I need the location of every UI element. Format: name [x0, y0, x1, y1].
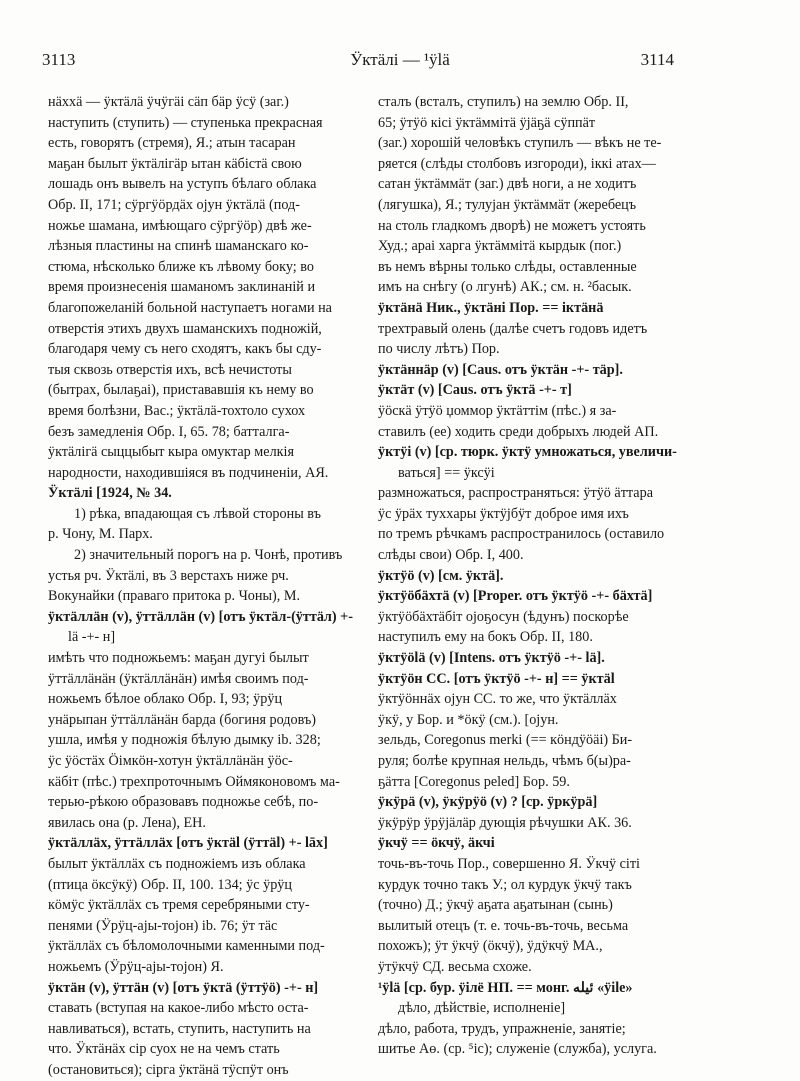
text-line: ӱктӱöбäхтäбіт ојоҕосун (ѣдунъ) поскорѣе	[378, 608, 629, 625]
entry-headword-line: ӱктäннäр (v) [Caus. отъ ӱктäн -+- тäр].	[378, 361, 623, 378]
text-line: руля; болѣе крупная нельдь, чѣмъ б(ы)ра-	[378, 753, 631, 769]
text-line: ӱктäллäх съ бѣломолочными каменными под-	[48, 938, 325, 955]
text-line: шитье Аө. (ср. ⁵іс); служеніе (служба), услуга.	[378, 1041, 657, 1058]
text-line: ӱкӱ, у Бор. и *öкӱ (см.). [ојун.	[378, 711, 559, 728]
text-line: дѣло, дѣйствіе, исполненіе]	[398, 1000, 566, 1017]
text-line: унäрыпан ӱттäллäнäн барда (богиня родовъ)	[48, 711, 317, 728]
text-line: (бытрах, былаҕаі), пристававшія къ нему во	[48, 382, 314, 399]
text-line: лѣзныя пластины на спинѣ шаманскаго ко-	[48, 238, 309, 255]
text-line: 65; ӱтӱö кісі ӱктäммітä ӱјäҕä сӱппäт	[378, 114, 596, 131]
text-line: тыя сквозь отверстія ихъ, всѣ нечистоты	[48, 361, 292, 378]
text-line: курдук точно такъ У.; ол курдук ӱкчӱ такъ	[378, 876, 632, 893]
text-line: благодаря чему съ него сходятъ, какъ бы сду-	[48, 341, 322, 358]
text-line: благопожеланій больной наступаетъ ногами на	[48, 299, 332, 316]
text-line: кӧмӱс ӱктäллäх съ тремя серебряными сту-	[48, 897, 310, 914]
text-line: Обр. II, 171; сӱргӱӧрдäх ојун ӱктäлä (под-	[48, 196, 300, 213]
text-line: пенями (Ӱрӱц-ајы-тојон) ib. 76; ӱт тäс	[48, 917, 278, 934]
text-line: ӱтӱкчӱ СД. весьма схоже.	[378, 958, 532, 975]
text-line: размножаться, распространяться: ӱтӱö äттара	[378, 485, 653, 502]
text-line: ушла, имѣя у подножія бѣлую дымку ib. 328;	[48, 732, 321, 749]
page-number-left: 3113	[42, 50, 76, 69]
text-line: по тремъ рѣчкамъ распространилось (оставило	[378, 526, 665, 543]
text-line: ӱктäлігä сыццыбыт кыра омуктар мелкія	[48, 444, 295, 461]
text-line: навливаться), встать, ступить, наступить на	[48, 1020, 311, 1037]
right-column	[378, 92, 694, 1060]
text-line: устья рч. Ӱктäлі, въ 3 верстахъ ниже рч.	[48, 567, 289, 584]
text-line: сталъ (всталъ, ступилъ) на землю Обр. II,	[378, 94, 629, 110]
text-line: (лягушка), Я.; тулујан ӱктäммäт (жеребецъ	[378, 196, 637, 213]
entry-headword-line: ӱктäллäх, ӱттäллäх [отъ ӱктäl (ӱттäl) +- lāх]	[48, 835, 328, 852]
text-line: ӱкӱрӱр ӱрӱјäлäр дующія рѣчушки АК. 36.	[378, 814, 632, 831]
text-line: ряется (слѣды столбовъ изгороди), іккі атах—	[378, 155, 656, 172]
text-line: ножьемъ (Ӱрӱц-ајы-тојон) Я.	[48, 958, 224, 975]
text-line: lä -+- н]	[68, 629, 116, 646]
text-line: что. Ӱктäнäх сір суох не на чемъ стать	[48, 1041, 280, 1058]
page-number-right: 3114	[640, 50, 674, 69]
entry-headword-line: ӱктäн (v), ӱттäн (v) [отъ ӱктä (ӱттӱӧ) -+- н]	[48, 979, 319, 996]
text-line: ставать (вступая на какое-либо мѣсто оста-	[48, 1000, 309, 1017]
text-line: безъ замедленія Обр. I, 65. 78; батталга-	[48, 423, 290, 440]
text-line: ӱктӱöннäх ојун СС. то же, что ӱктäллäх	[378, 691, 617, 708]
text-line: время произнесенія шаманомъ заклинаній и	[48, 279, 316, 296]
text-line: ҕäтта [Coregonus peled] Бор. 59.	[378, 773, 570, 790]
entry-headword-line: ӱктӱö (v) [см. ӱктä].	[378, 567, 504, 584]
text-line: явилась она (р. Лена), ЕН.	[48, 814, 206, 831]
entry-headword-line: Ӱктäлі [1924, № 34.	[48, 485, 172, 502]
text-line: 2) значительный порогъ на р. Чонѣ, противъ	[74, 547, 343, 564]
text-line: слѣды свои) Обр. I, 400.	[378, 547, 524, 564]
text-line: (заг.) хорошій человѣкъ ступилъ — вѣкъ не те-	[378, 135, 662, 152]
entry-headword-line: ӱкчӱ == öкчӱ, äкчі	[378, 835, 495, 852]
entry-headword-line: ¹ӱlä [ср. бур. ӱілё НП. == монг. ﺋﻴﻠﻪ «ӱile»	[378, 979, 633, 996]
text-line: лошадь онъ вывелъ на уступъ бѣлаго облака	[48, 176, 317, 193]
text-line: ваться] == ӱксӱі	[398, 464, 495, 481]
text-line: зельдь, Coregonus merki (== кöндӱöäі) Би-	[378, 732, 633, 749]
text-line: (остановиться); сірга ӱктäнä тӱспӱт онъ	[48, 1061, 289, 1078]
entry-headword-line: ӱктäнä Ник., ӱктäні Пор. == іктäнä	[378, 299, 604, 316]
text-line: 1) рѣка, впадающая съ лѣвой стороны въ	[74, 505, 321, 522]
text-line: имъ на снѣгу (о лгунѣ) АК.; см. н. ²басык.	[378, 279, 632, 296]
text-line: нäххä — ӱктäлä ӱчӱгäі сäп бäр ӱсӱ (заг.)	[48, 94, 289, 110]
entry-headword-line: ӱктӱі (v) [ср. тюрк. ӱктӱ умножаться, увеличи-	[378, 444, 677, 461]
text-line: ӱöскä ӱтӱö џоммор ӱктäттім (пѣс.) я за-	[378, 402, 617, 419]
text-line: Вокунайки (праваго притока р. Чоны), М.	[48, 588, 300, 605]
text-line: народности, находившіяся въ подчиненіи, АЯ.	[48, 464, 329, 481]
text-line: время болѣзни, Вас.; ӱктäлä-тохтоло сухох	[48, 402, 306, 419]
text-line: ӱс ӱрäх тухxары ӱктӱјбӱт доброе имя ихъ	[378, 505, 629, 522]
text-line: наступить (ступить) — ступенька прекрасная	[48, 114, 323, 131]
text-line: наступилъ ему на бокъ Обр. II, 180.	[378, 629, 593, 646]
text-line: (птица öксӱкӱ) Обр. II, 100. 134; ӱс ӱрӱц	[48, 876, 292, 893]
text-line: дѣло, работа, трудъ, упражненіе, занятіе;	[378, 1020, 626, 1037]
text-line: въ немъ вѣрны только слѣды, оставленные	[378, 258, 637, 275]
running-header	[0, 50, 800, 74]
text-line: былыт ӱктäллäх съ подножіемъ изъ облака	[48, 855, 306, 872]
text-line: отверстія этихъ двухъ шаманскихъ подножій,	[48, 320, 322, 337]
text-line: вылитый отецъ (т. е. точь-въ-точь, весьма	[378, 917, 629, 934]
text-line: сатан ӱктäммäт (заг.) двѣ ноги, а не ходитъ	[378, 176, 637, 193]
text-line: Худ.; араі харга ӱктäммітä кырдык (пог.)	[378, 238, 622, 255]
text-line: терью-рѣкою образовавъ подножье себѣ, по-	[48, 794, 319, 811]
text-line: есть, говорятъ (стремя), Я.; атын тасаран	[48, 135, 296, 152]
text-line: имѣть что подножьемъ: маҕан дугуі былыт	[48, 650, 309, 667]
text-line: ставилъ (ее) ходить среди добрыхъ людей АП.	[378, 423, 659, 440]
entry-headword-line: ӱкӱрä (v), ӱкӱрӱö (v) ? [ср. ӱркӱрä]	[378, 794, 598, 811]
text-line: (точно) Д.; ӱкчӱ аҕата аҕатынан (сынь)	[378, 897, 613, 914]
text-line: по числу лѣтъ) Пор.	[378, 341, 500, 358]
text-line: ножьемъ бѣлое облако Обр. I, 93; ӱрӱц	[48, 691, 283, 708]
text-line: маҕан былыт ӱктäлігäр ытан кäбістä свою	[48, 155, 302, 172]
text-line: точь-въ-точь Пор., совершенно Я. Ӱкчӱ сіті	[378, 855, 640, 872]
entry-headword-line: ӱктӱöн СС. [отъ ӱктӱö -+- н] == ӱктäl	[378, 670, 615, 687]
running-head-title: Ӱктäлі — ¹ӱlä	[350, 50, 450, 69]
text-line: на столь гладкомъ дворѣ) не можетъ устоять	[378, 217, 646, 234]
text-line: стюма, нѣсколько ближе къ лѣвому боку; во	[48, 258, 314, 275]
text-line: трехтравый олень (далѣе счетъ годовъ идетъ	[378, 320, 648, 337]
entry-headword-line: ӱктäллäн (v), ӱттäллäн (v) [отъ ӱктäл-(ӱттäл) +-	[48, 608, 353, 625]
entry-headword-line: ӱктӱölä (v) [Intens. отъ ӱктӱö -+- lä].	[378, 650, 605, 667]
left-column	[48, 92, 356, 1081]
text-line: кäбіт (пѣс.) трехпроточнымъ Оймяконовомъ ма-	[48, 773, 340, 790]
text-line: ӱттäллäнäн (ӱктäллäнäн) имѣя своимъ под-	[48, 670, 309, 687]
entry-headword-line: ӱктӱöбäхтä (v) [Proper. отъ ӱктӱö -+- бäхтä]	[378, 588, 653, 605]
text-line: р. Чону, М. Парх.	[48, 526, 153, 543]
entry-headword-line: ӱктäт (v) [Caus. отъ ӱктä -+- т]	[378, 382, 572, 399]
text-line: похожъ); ӱт ӱкчӱ (öкчӱ), ӱдӱкчӱ МА.,	[378, 938, 603, 955]
text-line: ножье шамана, имѣющаго сӱргӱӧр) двѣ же-	[48, 217, 312, 234]
text-line: ӱс ӱöстäх Ӧімкöн-хотун ӱктäллäнäн ӱöс-	[48, 753, 293, 769]
